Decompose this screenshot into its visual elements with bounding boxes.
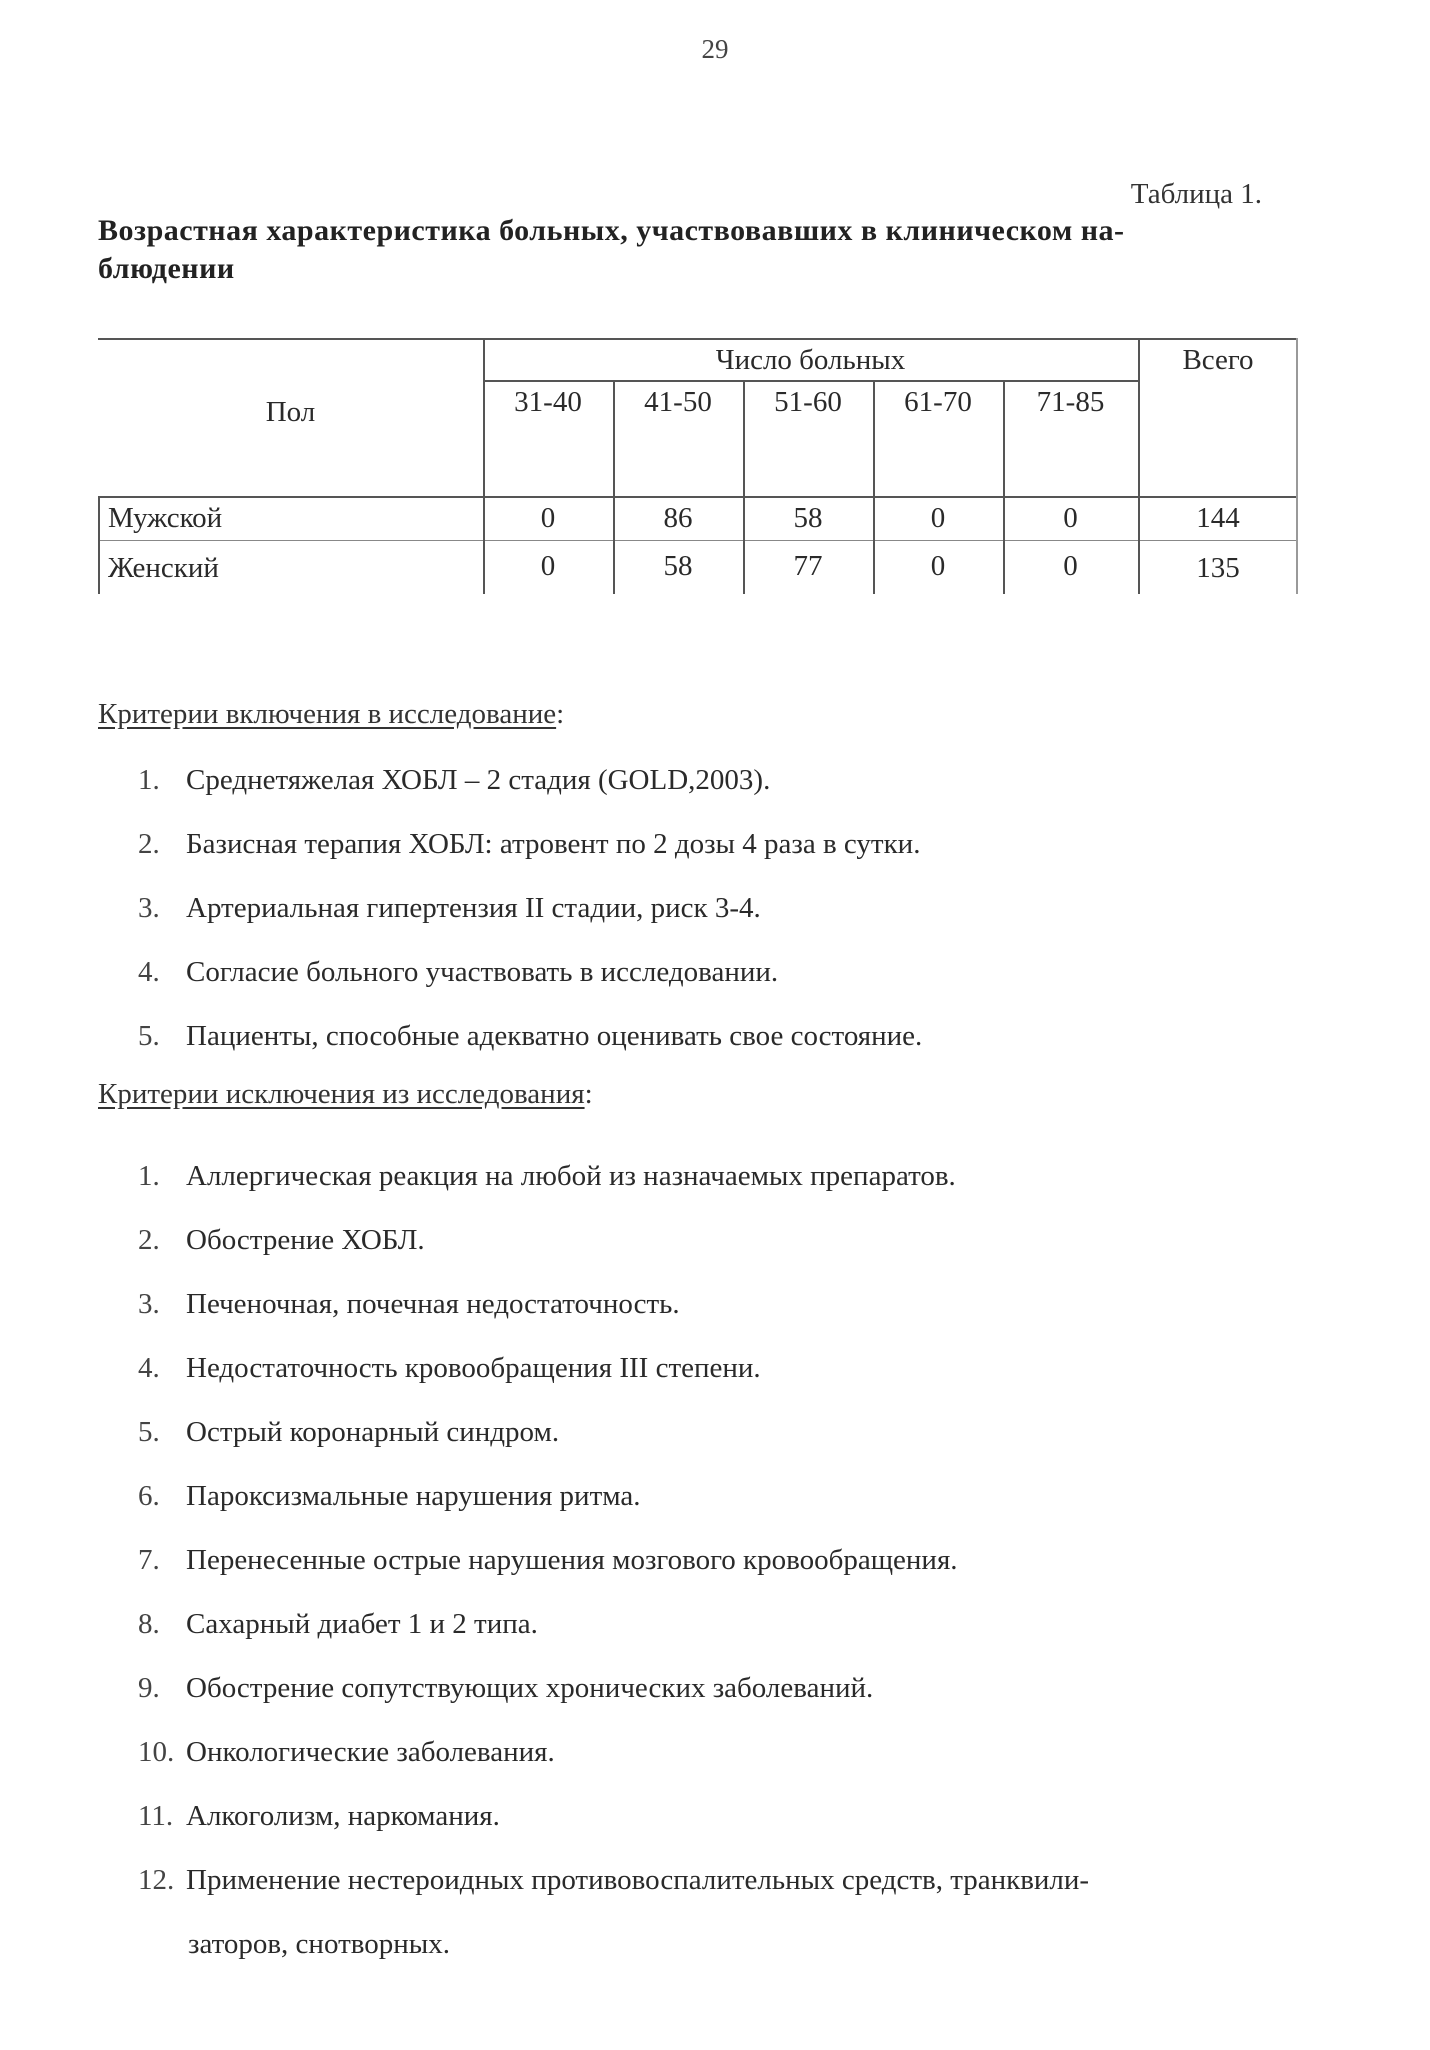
exclusion-heading-text: Критерии исключения из исследования <box>98 1078 585 1110</box>
row-male-61-70: 0 <box>930 502 946 534</box>
list-item-number: 9. <box>138 1672 160 1704</box>
header-age-41-50: 41-50 <box>644 386 712 418</box>
list-item <box>138 1720 1338 1784</box>
list-item-number: 5. <box>138 1020 160 1052</box>
table-top-border <box>98 338 1298 340</box>
list-item <box>138 940 1338 1004</box>
list-item <box>138 1592 1338 1656</box>
list-item-number: 10. <box>138 1736 175 1768</box>
list-item-text: Базисная терапия ХОБЛ: атровент по 2 дозы 4 раза в сутки. <box>186 828 921 860</box>
list-item-text: Артериальная гипертензия II стадии, риск 3-4. <box>186 892 761 924</box>
list-item-text: Пароксизмальные нарушения ритма. <box>186 1480 641 1512</box>
list-item-text: Пациенты, способные адекватно оценивать свое состояние. <box>186 1020 923 1052</box>
list-item-number: 2. <box>138 828 160 860</box>
inclusion-list <box>138 748 1338 1068</box>
row-male-71-85: 0 <box>1063 502 1078 534</box>
row-male-41-50: 86 <box>663 502 693 534</box>
row-female-71-85: 0 <box>1063 550 1078 582</box>
list-item-number: 4. <box>138 1352 160 1384</box>
list-item <box>138 1144 1338 1208</box>
list-item <box>138 1400 1338 1464</box>
header-age-51-60: 51-60 <box>774 386 842 418</box>
table-title-line-2: блюдении <box>98 252 235 285</box>
list-item <box>138 1656 1338 1720</box>
inclusion-heading <box>98 698 564 731</box>
row-male-total: 144 <box>1196 502 1240 534</box>
list-item <box>138 1464 1338 1528</box>
table-left-border <box>98 496 100 594</box>
list-item <box>138 1336 1338 1400</box>
row-male-label: Мужской <box>108 502 223 534</box>
exclusion-heading-colon: : <box>584 1078 593 1110</box>
exclusion-heading <box>98 1078 593 1111</box>
list-item-text: Аллергическая реакция на любой из назначаемых препаратов. <box>186 1160 956 1192</box>
list-item <box>138 1208 1338 1272</box>
list-item-number: 5. <box>138 1416 160 1448</box>
header-sex: Пол <box>265 396 316 428</box>
list-item-text: Среднетяжелая ХОБЛ – 2 стадия (GOLD,2003). <box>186 764 771 796</box>
header-age-31-40: 31-40 <box>514 386 582 418</box>
list-item-text: Обострение сопутствующих хронических заболеваний. <box>186 1672 874 1704</box>
list-item-number: 7. <box>138 1544 160 1576</box>
list-item-continuation-text: заторов, снотворных. <box>188 1928 450 1960</box>
table-title-line-1: Возрастная характеристика больных, участвовавших в клиническом на- <box>98 214 1125 247</box>
list-item-number: 3. <box>138 1288 160 1320</box>
list-item-number: 4. <box>138 956 160 988</box>
page-number: 29 <box>701 34 729 64</box>
list-item-number: 6. <box>138 1480 160 1512</box>
table-row-border <box>98 540 1298 541</box>
list-item-text: Недостаточность кровообращения III степени. <box>186 1352 761 1384</box>
row-male-31-40: 0 <box>540 502 556 534</box>
list-item-number: 2. <box>138 1224 160 1256</box>
list-item-text: Печеночная, почечная недостаточность. <box>186 1288 680 1320</box>
list-item-text: Обострение ХОБЛ. <box>186 1224 425 1256</box>
list-item-text: Согласие больного участвовать в исследовании. <box>186 956 779 988</box>
list-item-text: Применение нестероидных противовоспалительных средств, транквили- <box>186 1864 1090 1896</box>
row-female-total: 135 <box>1196 552 1240 584</box>
list-item-number: 1. <box>138 764 160 796</box>
header-total: Всего <box>1182 344 1254 376</box>
list-item-text: Сахарный диабет 1 и 2 типа. <box>186 1608 538 1640</box>
table-title <box>98 212 1298 288</box>
row-female-41-50: 58 <box>663 550 693 582</box>
age-table <box>98 338 1298 594</box>
list-item-text: Перенесенные острые нарушения мозгового кровообращения. <box>186 1544 958 1576</box>
table-caption: Таблица 1. <box>1130 178 1262 210</box>
list-item <box>138 1528 1338 1592</box>
row-female-label: Женский <box>108 552 219 584</box>
table-subheader-border <box>483 380 1138 382</box>
list-item <box>138 876 1338 940</box>
list-item-continuation <box>138 1912 1338 1976</box>
list-item-text: Острый коронарный синдром. <box>186 1416 560 1448</box>
list-item-text: Онкологические заболевания. <box>186 1736 555 1768</box>
list-item <box>138 812 1338 876</box>
table-header-bottom-border <box>98 496 1298 498</box>
inclusion-heading-colon: : <box>556 698 565 730</box>
list-item-number: 12. <box>138 1864 175 1896</box>
row-female-31-40: 0 <box>540 550 556 582</box>
list-item <box>138 1784 1338 1848</box>
list-item-number: 1. <box>138 1160 160 1192</box>
row-female-51-60: 77 <box>793 550 823 582</box>
inclusion-heading-text: Критерии включения в исследование <box>98 698 557 730</box>
list-item <box>138 1848 1338 1912</box>
header-age-61-70: 61-70 <box>904 386 972 418</box>
list-item-number: 8. <box>138 1608 160 1640</box>
header-age-71-85: 71-85 <box>1036 386 1105 418</box>
list-item-number: 3. <box>138 892 160 924</box>
row-female-61-70: 0 <box>930 550 946 582</box>
list-item <box>138 1272 1338 1336</box>
list-item-text: Алкоголизм, наркомания. <box>186 1800 500 1832</box>
list-item <box>138 1004 1338 1068</box>
list-item <box>138 748 1338 812</box>
list-item-number: 11. <box>138 1800 174 1832</box>
exclusion-list <box>138 1144 1338 1976</box>
header-patient-count: Число больных <box>715 344 906 376</box>
row-male-51-60: 58 <box>793 502 823 534</box>
